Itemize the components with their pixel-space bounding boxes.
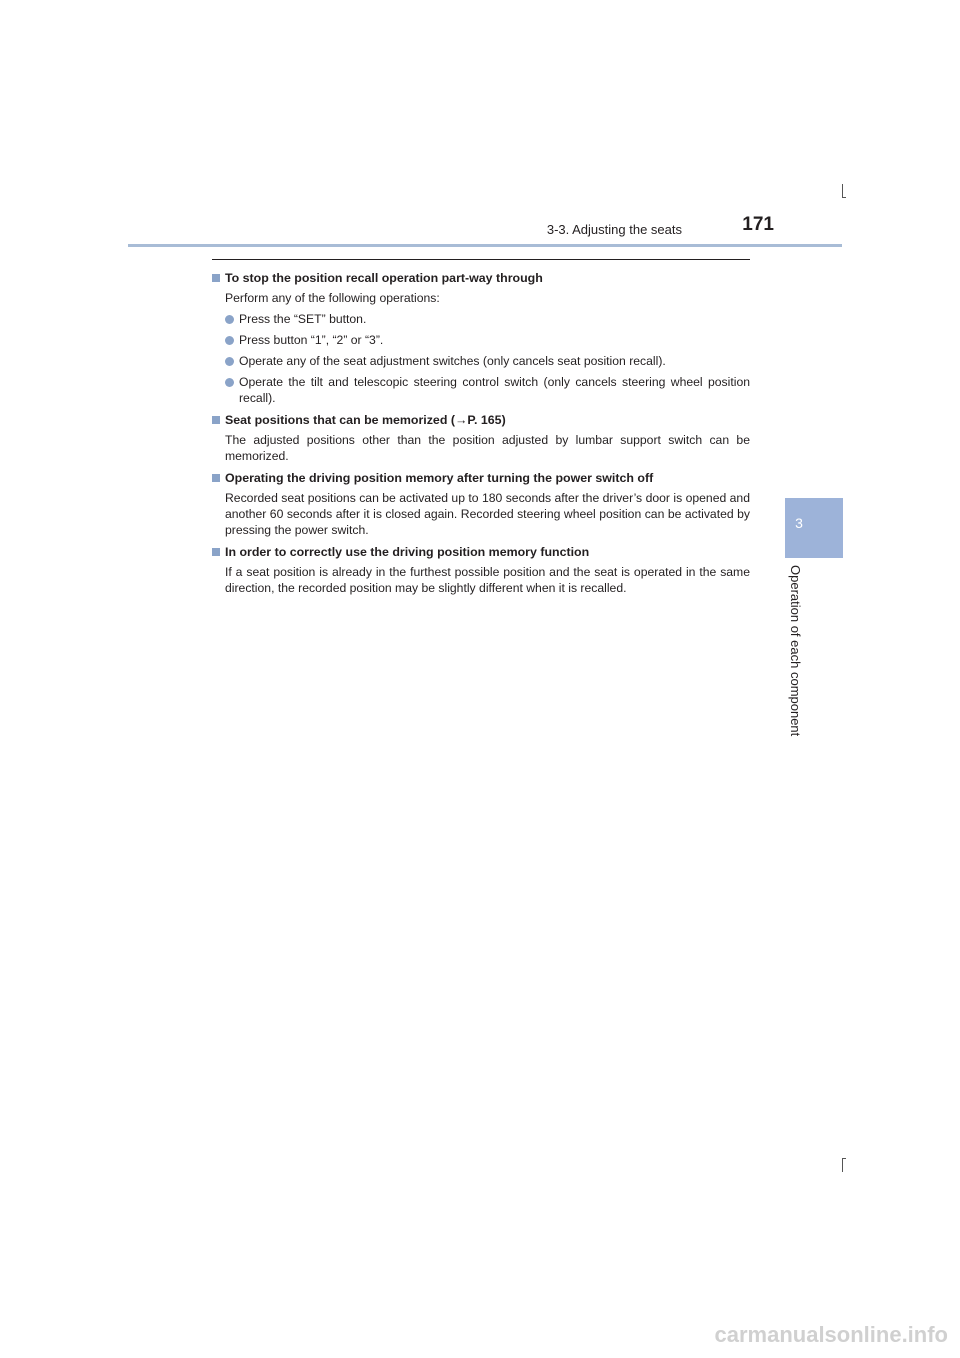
header-section-title: 3-3. Adjusting the seats <box>546 222 682 237</box>
square-bullet-icon <box>212 274 220 282</box>
list-item <box>212 311 750 327</box>
section-title <box>212 411 750 429</box>
section-title-text: Seat positions that can be memorized (→P. 165) <box>225 413 506 427</box>
list-item-text: Press the “SET” button. <box>239 312 367 326</box>
section-stop-recall <box>212 269 750 406</box>
chapter-tab <box>785 498 843 558</box>
page-number: 171 <box>742 214 774 235</box>
section-body: If a seat position is already in the furthest possible position and the seat is operated in the same direction, the recorded position may be slightly different when it is recalled. <box>225 565 750 595</box>
section-title-text: In order to correctly use the driving position memory function <box>225 545 590 559</box>
chapter-label <box>784 565 808 760</box>
section-body: The adjusted positions other than the position adjusted by lumbar support switch can be memorized. <box>225 433 750 463</box>
chapter-label-text: Operation of each component <box>788 565 803 737</box>
section-title-text: To stop the position recall operation part-way through <box>225 271 543 285</box>
square-bullet-icon <box>212 416 220 424</box>
list-item-text: Press button “1”, “2” or “3”. <box>239 333 384 347</box>
crop-mark-top <box>842 184 843 198</box>
section-power-switch-off <box>212 469 750 538</box>
section-title <box>212 543 750 561</box>
section-title-text: Operating the driving position memory after turning the power switch off <box>225 471 654 485</box>
main-content <box>212 259 750 601</box>
circle-bullet-icon <box>225 357 234 366</box>
chapter-number: 3 <box>795 515 803 531</box>
section-correct-use <box>212 543 750 596</box>
circle-bullet-icon <box>225 315 234 324</box>
circle-bullet-icon <box>225 378 234 387</box>
header-rule <box>128 244 842 247</box>
square-bullet-icon <box>212 474 220 482</box>
list-item-text: Operate any of the seat adjustment switches (only cancels seat position recall). <box>239 354 666 368</box>
list-item <box>212 332 750 348</box>
circle-bullet-icon <box>225 336 234 345</box>
list-item <box>212 374 750 406</box>
crop-mark-bottom <box>842 1158 843 1172</box>
list-item <box>212 353 750 369</box>
list-item-text: Operate the tilt and telescopic steering control switch (only cancels steering wheel position recall). <box>239 375 750 405</box>
section-title <box>212 469 750 487</box>
square-bullet-icon <box>212 548 220 556</box>
section-body: Recorded seat positions can be activated up to 180 seconds after the driver’s door is opened and another 60 seconds after it is closed again. Recorded steering wheel position can be activated by pressing the power switch. <box>225 491 750 537</box>
section-seat-positions <box>212 411 750 464</box>
section-body: Perform any of the following operations: <box>225 291 440 305</box>
watermark: carmanualsonline.info <box>714 1322 948 1347</box>
page-header <box>128 212 842 246</box>
section-title <box>212 269 750 287</box>
